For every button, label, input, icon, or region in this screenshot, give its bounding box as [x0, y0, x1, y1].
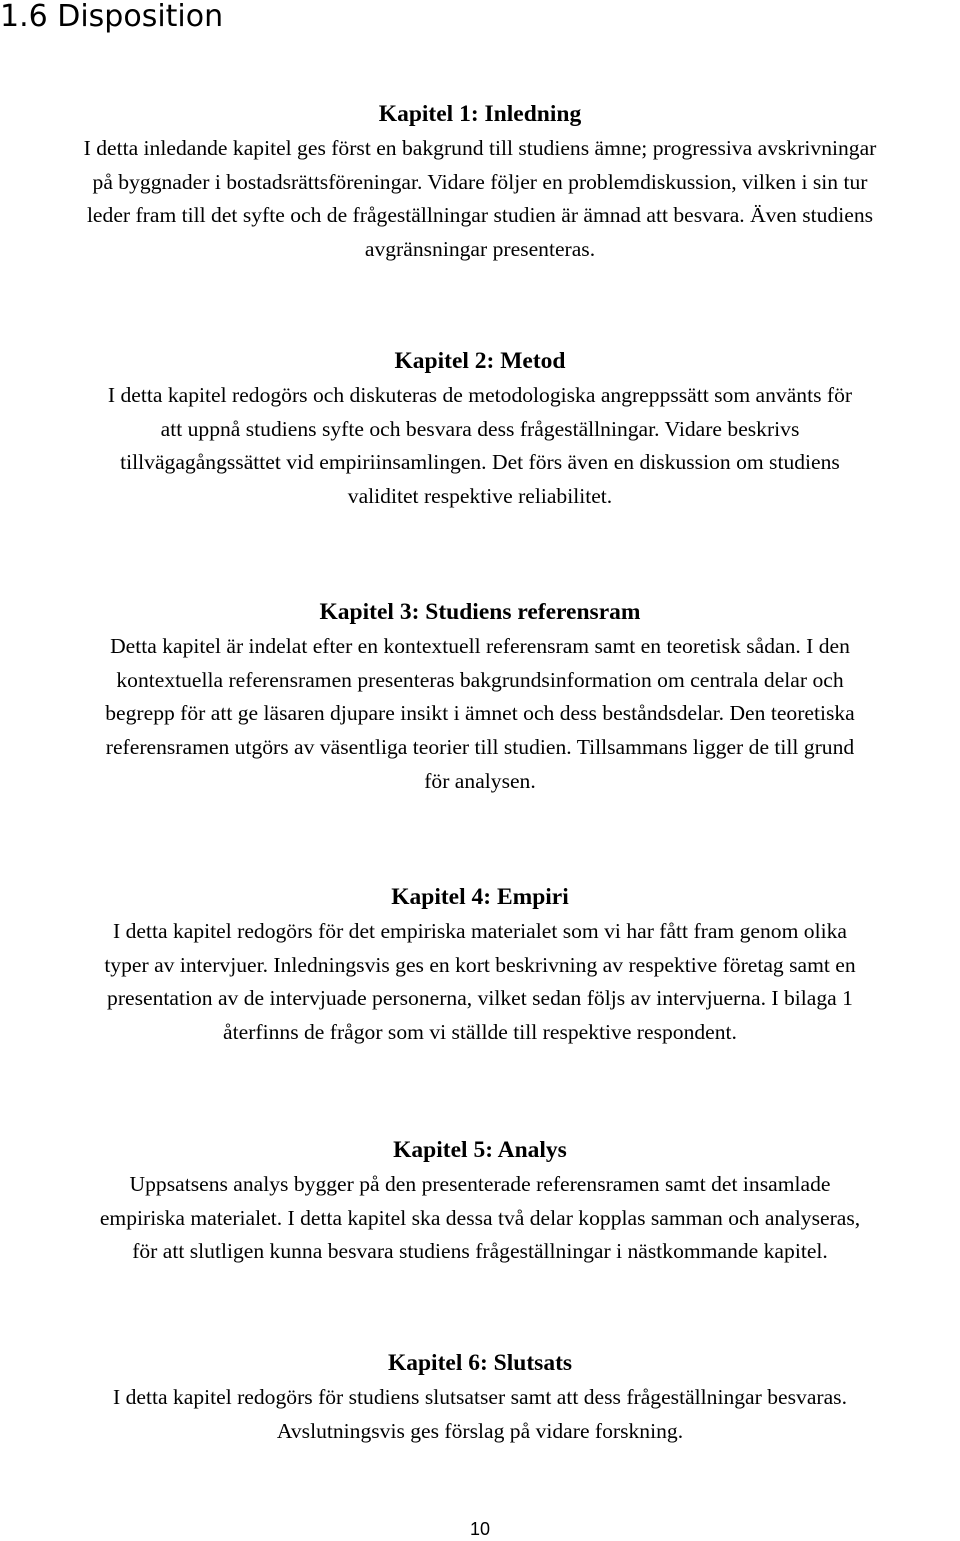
- chapter-4-title: Kapitel 4: Empiri: [391, 884, 569, 910]
- text-line: Avslutningsvis ges förslag på vidare forskning.: [276, 1418, 684, 1443]
- text-line: I detta kapitel redogörs och diskuteras de metodologiska angreppssätt som använts för: [107, 382, 853, 407]
- text-line: empiriska materialet. I detta kapitel ska dessa två delar kopplas samman och analyseras,: [99, 1205, 861, 1230]
- text-line: leder fram till det syfte och de frågeställningar studien är ämnad att besvara. Även studiens: [86, 203, 874, 228]
- text-line: kontextuella referensramen presenteras bakgrundsinformation om centrala delar och: [116, 667, 844, 692]
- chapter-4-description: [0, 915, 960, 1050]
- text-line: begrepp för att ge läsaren djupare insikt i ämnet och dess beståndsdelar. Den teoretiska: [105, 701, 855, 726]
- text-line: typer av intervjuer. Inledningsvis ges en kort beskrivning av respektive företag samt en: [104, 952, 856, 977]
- chapter-3-description: [0, 630, 960, 799]
- chapter-3-section: [0, 596, 960, 799]
- chapter-5-description: [0, 1168, 960, 1269]
- text-line: att uppnå studiens syfte och besvara dess frågeställningar. Vidare beskrivs: [160, 416, 800, 441]
- chapter-5-title: Kapitel 5: Analys: [393, 1137, 567, 1163]
- chapter-1-title: Kapitel 1: Inledning: [378, 101, 582, 127]
- page-title: 1.6 Disposition: [0, 0, 224, 34]
- text-line: för analysen.: [424, 768, 536, 793]
- chapter-6-section: [0, 1347, 960, 1448]
- text-line: referensramen utgörs av väsentliga teorier till studien. Tillsammans ligger de till grund: [105, 735, 855, 760]
- chapter-6-title: Kapitel 6: Slutsats: [387, 1350, 573, 1376]
- text-line: för att slutligen kunna besvara studiens frågeställningar i nästkommande kapitel.: [132, 1239, 828, 1264]
- chapter-4-section: [0, 881, 960, 1050]
- text-line: Uppsatsens analys bygger på den presenterade referensramen samt det insamlade: [129, 1171, 831, 1196]
- chapter-3-title: Kapitel 3: Studiens referensram: [319, 599, 641, 625]
- chapter-2-section: [0, 345, 960, 514]
- text-line: validitet respektive reliabilitet.: [347, 484, 613, 509]
- text-line: Detta kapitel är indelat efter en kontextuell referensram samt en teoretisk sådan. I den: [110, 633, 850, 658]
- text-line: avgränsningar presenteras.: [364, 237, 596, 262]
- chapter-5-section: [0, 1134, 960, 1269]
- chapter-2-description: [0, 379, 960, 514]
- text-line: återfinns de frågor som vi ställde till respektive respondent.: [223, 1020, 737, 1045]
- text-line: I detta kapitel redogörs för det empiriska materialet som vi har fått fram genom olika: [113, 918, 847, 943]
- page-number: 10: [469, 1519, 491, 1539]
- text-line: tillvägagångssättet vid empiriinsamlingen. Det förs även en diskussion om studiens: [120, 450, 840, 475]
- text-line: presentation av de intervjuade personerna, vilket sedan följs av intervjuerna. I bilaga 1: [107, 986, 853, 1011]
- chapter-1-description: [0, 132, 960, 267]
- chapter-6-description: [0, 1381, 960, 1449]
- chapter-1-section: [0, 98, 960, 267]
- text-line: I detta inledande kapitel ges först en bakgrund till studiens ämne; progressiva avskrivningar: [83, 135, 877, 160]
- chapter-2-title: Kapitel 2: Metod: [394, 348, 566, 374]
- text-line: på byggnader i bostadsrättsföreningar. Vidare följer en problemdiskussion, vilken i sin tur: [92, 169, 868, 194]
- text-line: I detta kapitel redogörs för studiens slutsatser samt att dess frågeställningar besvaras.: [113, 1384, 847, 1409]
